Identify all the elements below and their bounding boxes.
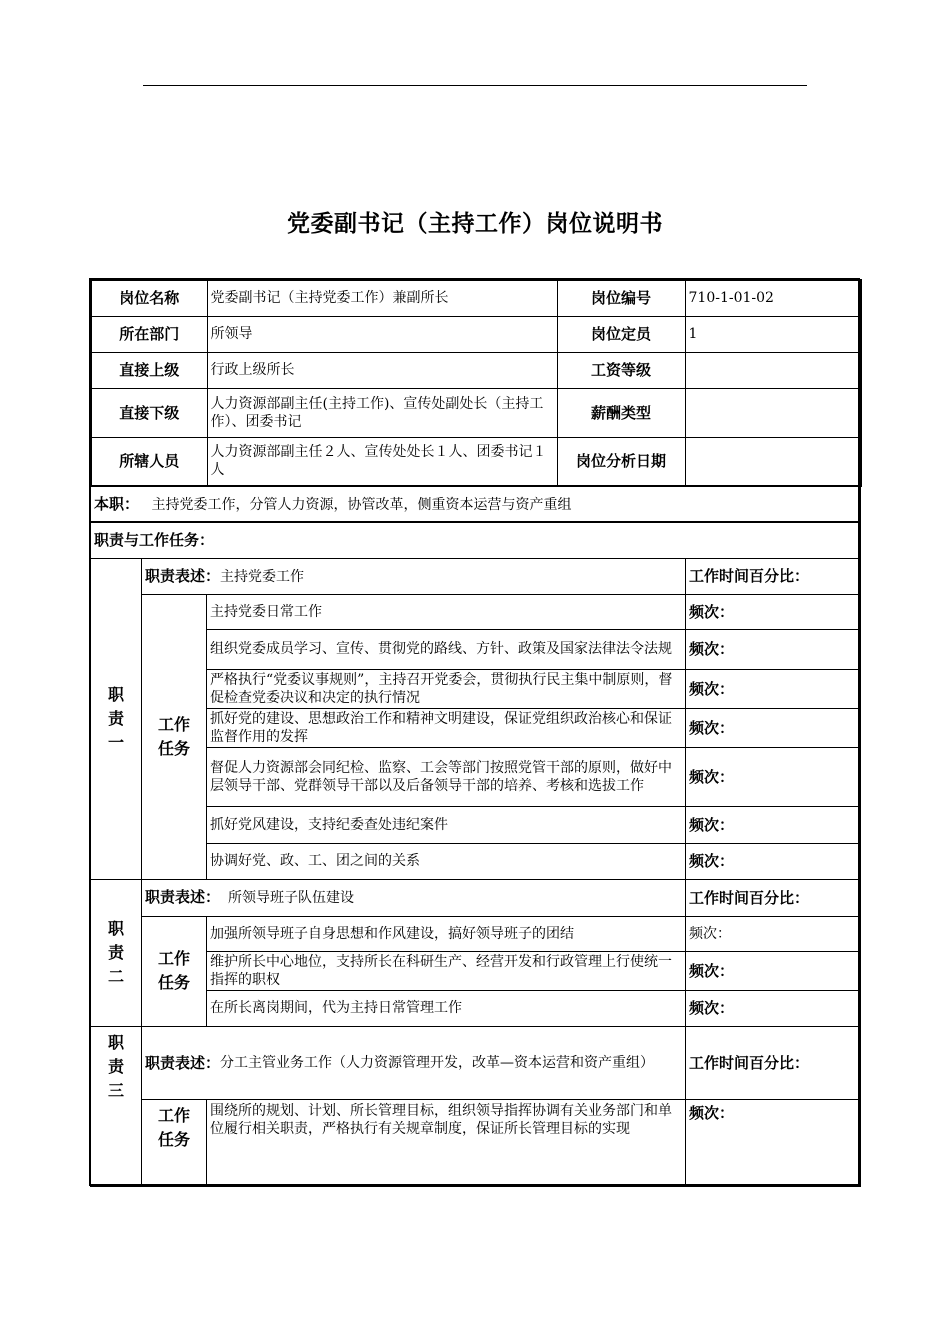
task-item: 严格执行“党委议事规则”，主持召开党委会，贯彻执行民主集中制原则，督促检查党委决议和决定的执行情况 [207,669,686,708]
task-item: 主持党委日常工作 [207,594,686,629]
basic-info-table [90,279,862,487]
time-percent-label: 工作时间百分比： [686,879,861,916]
duty-row [91,486,861,522]
responsibilities-heading: 职责与工作任务： [91,522,861,558]
frequency-label: 频次： [686,990,861,1026]
responsibility-2-desc: 职责表述： 所领导班子队伍建设 [142,879,686,916]
task-item: 组织党委成员学习、宣传、贯彻党的路线、方针、政策及国家法律法令法规 [207,629,686,669]
duty-label: 本职： [94,494,140,513]
dept-value: 所领导 [207,316,557,352]
task-item: 抓好党的建设、思想政治工作和精神文明建设，保证党组织政治核心和保证监督作用的发挥 [207,708,686,747]
duties-table [90,485,861,1187]
frequency-label: 频次： [686,843,861,879]
time-percent-label: 工作时间百分比： [686,558,861,594]
frequency-label: 频次： [686,951,861,990]
position-name-value: 党委副书记（主持党委工作）兼副所长 [207,280,557,316]
analysis-date-value [685,437,861,486]
responsibility-3-label: 职 责 三 [91,1026,142,1186]
task-header: 工作 任务 [142,594,207,879]
frequency-label: 频次： [686,747,861,806]
page-title: 党委副书记（主持工作）岗位说明书 [287,211,663,237]
staff-value: 人力资源部副主任２人、宣传处处长１人、团委书记１人 [207,437,557,486]
responsibility-3-desc: 职责表述：分工主管业务工作（人力资源管理开发，改革—资本运营和资产重组） [142,1026,686,1099]
position-name-label: 岗位名称 [91,280,207,316]
duty-text: 主持党委工作，分管人力资源，协管改革，侧重资本运营与资产重组 [151,496,572,513]
grade-value [685,352,861,388]
grade-label: 工资等级 [557,352,685,388]
task-item: 督促人力资源部会同纪检、监察、工会等部门按照党管干部的原则，做好中层领导干部、党群领导干部以及后备领导干部的培养、考核和选拔工作 [207,747,686,806]
task-header: 工作 任务 [142,916,207,1026]
frequency-label: 频次： [686,594,861,629]
headcount-label: 岗位定员 [557,316,685,352]
task-item: 维护所长中心地位，支持所长在科研生产、经营开发和行政管理上行使统一指挥的职权 [207,951,686,990]
frequency-label: 频次： [686,669,861,708]
task-item: 围绕所的规划、计划、所长管理目标，组织领导指挥协调有关业务部门和单位履行相关职责，严格执行有关规章制度，保证所长管理目标的实现 [207,1099,686,1186]
frequency-label: 频次： [686,1099,861,1186]
dept-label: 所在部门 [91,316,207,352]
frequency-label: 频次： [686,629,861,669]
task-item: 抓好党风建设，支持纪委查处违纪案件 [207,806,686,843]
responsibility-1-desc: 职责表述：主持党委工作 [142,558,686,594]
subordinate-value: 人力资源部副主任(主持工作)、宣传处副处长（主持工作）、团委书记 [207,388,557,437]
time-percent-label: 工作时间百分比： [686,1026,861,1099]
task-header: 工作 任务 [142,1099,207,1186]
headcount-value: 1 [685,316,861,352]
superior-label: 直接上级 [91,352,207,388]
header-rule [143,85,807,86]
position-code-label: 岗位编号 [557,280,685,316]
frequency-label: 频次： [686,916,861,951]
pay-type-value [685,388,861,437]
frequency-label: 频次： [686,806,861,843]
responsibility-1-label: 职 责 一 [91,558,142,879]
task-item: 在所长离岗期间，代为主持日常管理工作 [207,990,686,1026]
staff-label: 所辖人员 [91,437,207,486]
position-code-value: 710-1-01-02 [685,280,861,316]
analysis-date-label: 岗位分析日期 [557,437,685,486]
superior-value: 行政上级所长 [207,352,557,388]
responsibility-2-label: 职 责 二 [91,879,142,1026]
subordinate-label: 直接下级 [91,388,207,437]
pay-type-label: 薪酬类型 [557,388,685,437]
frequency-label: 频次： [686,708,861,747]
task-item: 加强所领导班子自身思想和作风建设，搞好领导班子的团结 [207,916,686,951]
task-item: 协调好党、政、工、团之间的关系 [207,843,686,879]
